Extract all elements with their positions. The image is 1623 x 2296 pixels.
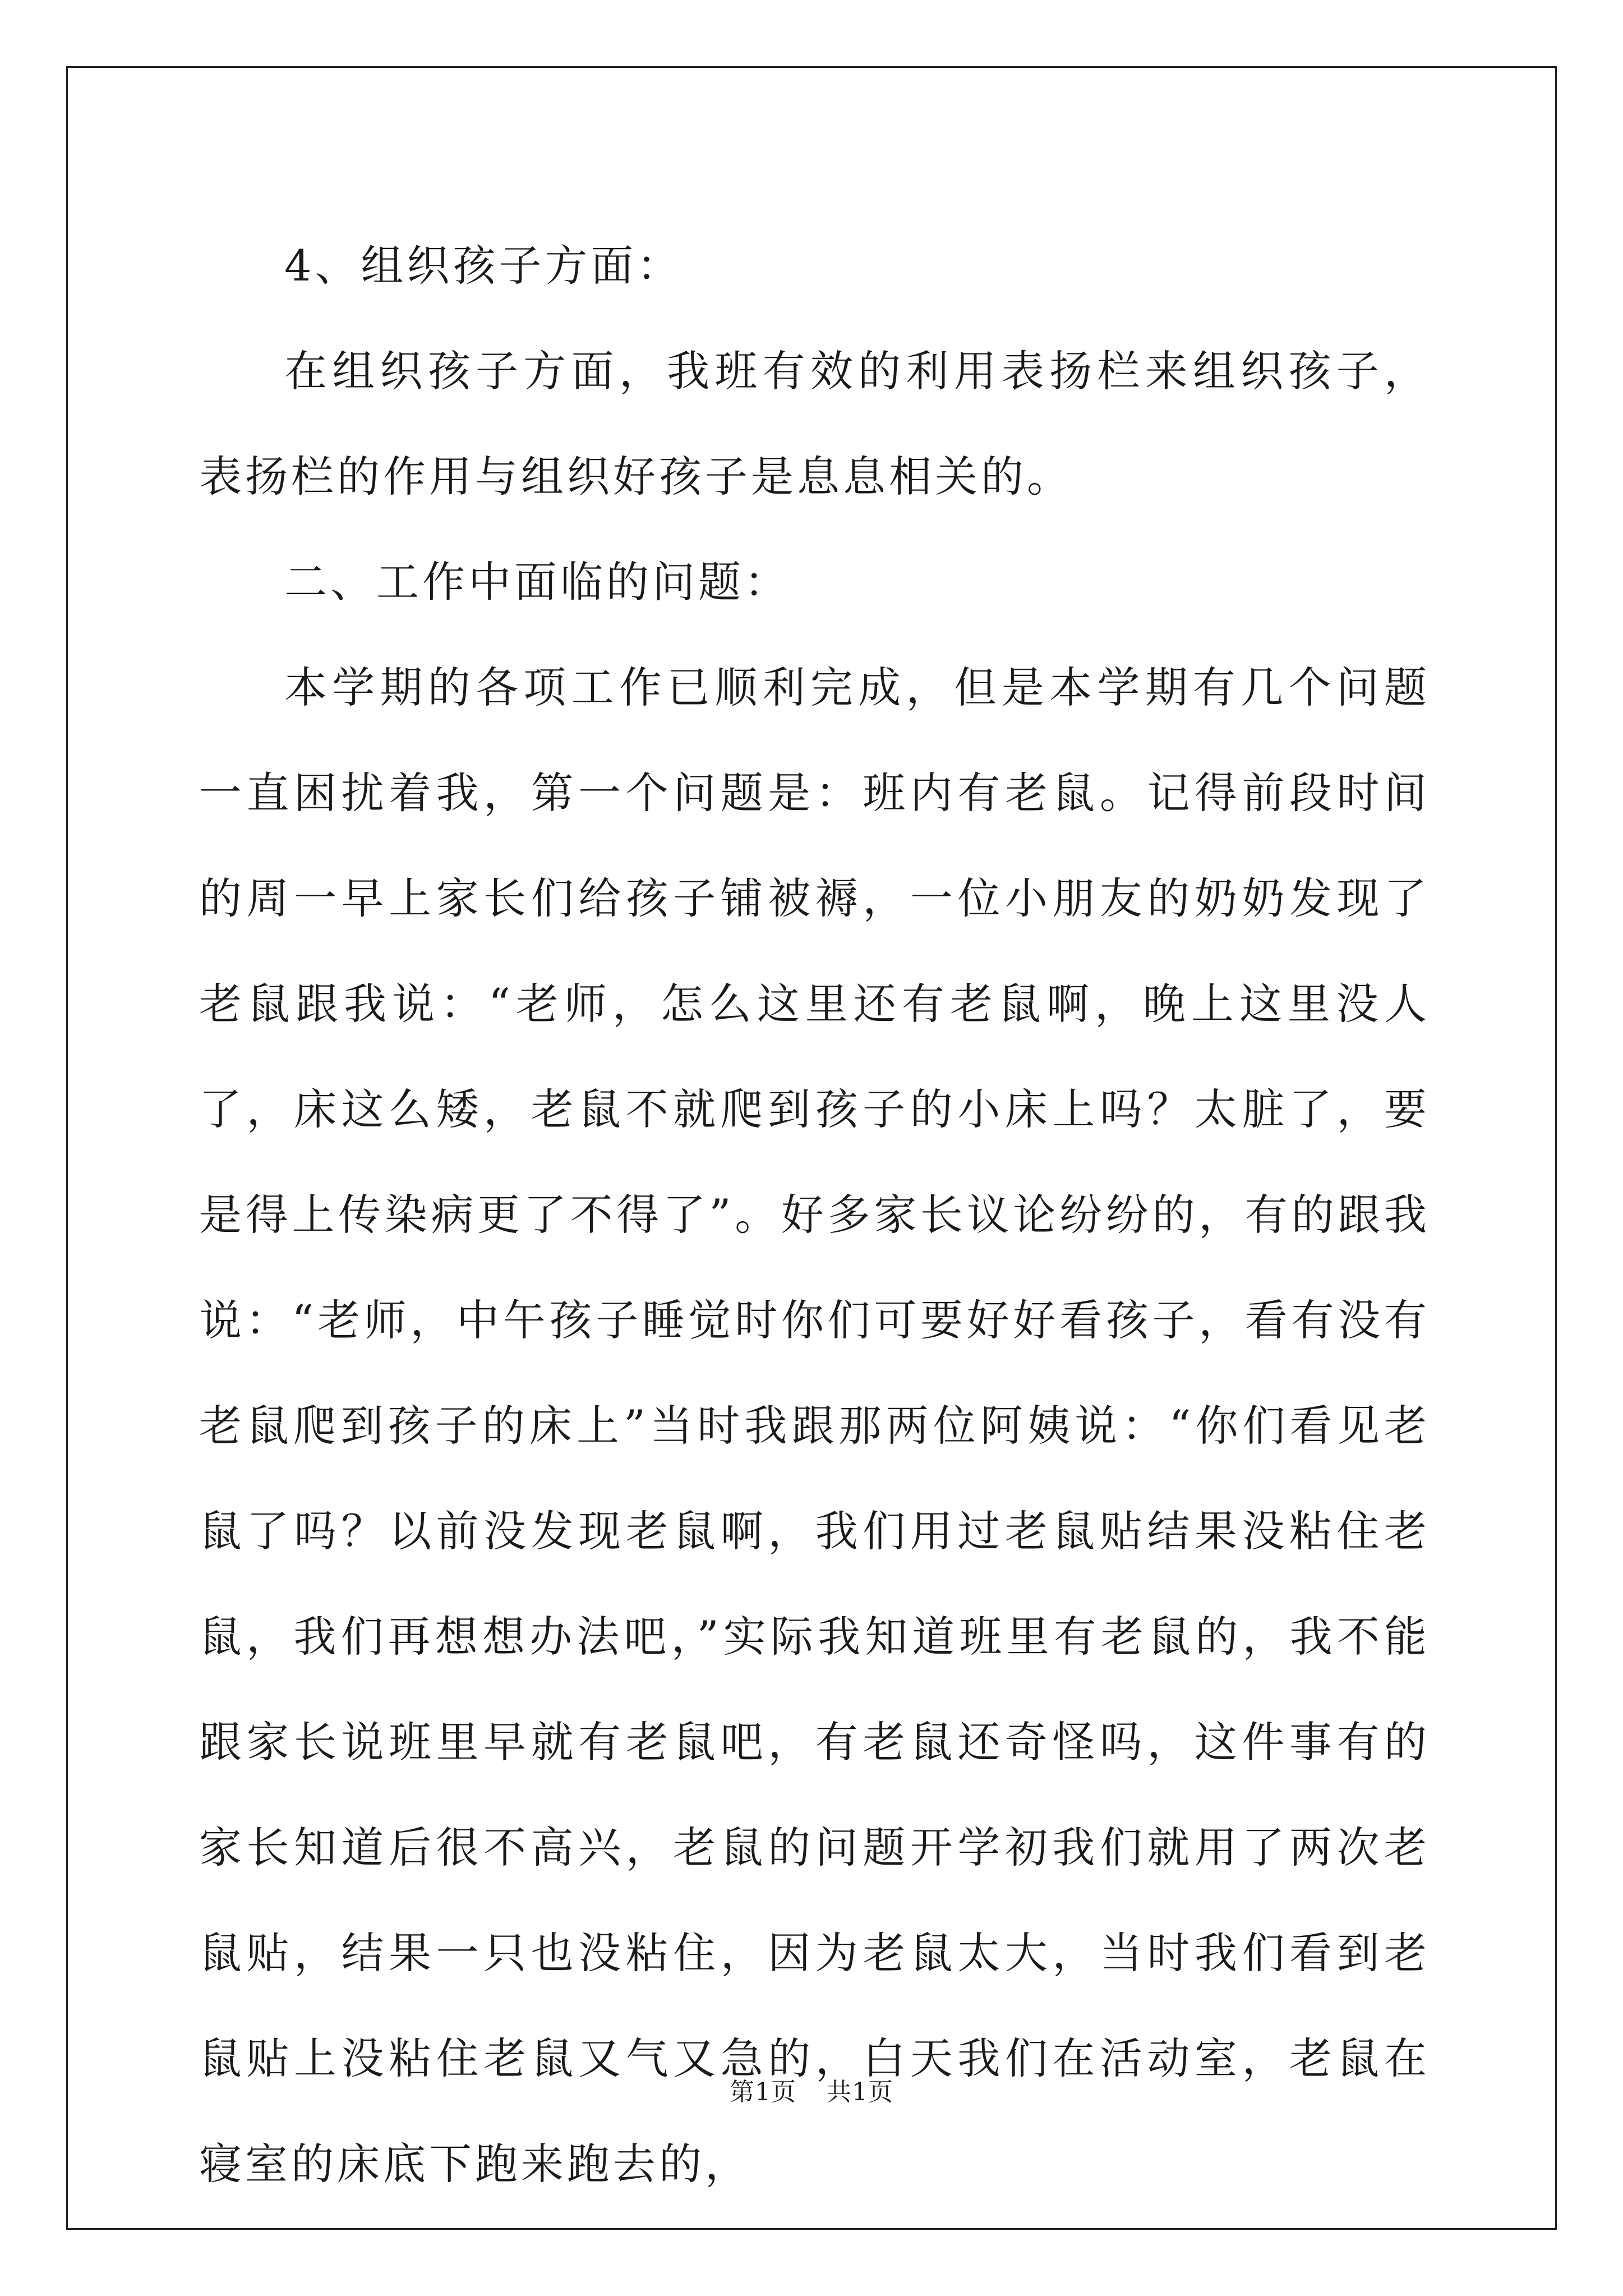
page-number-total: 共1页 [827, 2078, 893, 2106]
page-footer [0, 2076, 1623, 2109]
paragraph-praise-board: 在组织孩子方面，我班有效的利用表扬栏来组织孩子，表扬栏的作用与组织好孩子是息息相关的。 [199, 346, 1430, 501]
page-number-current: 第1页 [730, 2078, 796, 2106]
section-heading-organize-children: 4、组织孩子方面： [284, 241, 683, 291]
paragraph-mouse-problem: 本学期的各项工作已顺利完成，但是本学期有几个问题一直困扰着我，第一个问题是：班内有老鼠。记得前段时间的周一早上家长们给孩子铺被褥，一位小朋友的奶奶发现了老鼠跟我说：“老师，怎么这里还有老鼠啊，晚上这里没人了，床这么矮，老鼠不就爬到孩子的小床上吗？太脏了，要是得上传染病更了不得了”。好多家长议论纷纷的，有的跟我说：“老师，中午孩子睡觉时你们可要好好看孩子，看有没有老鼠爬到孩子的床上”当时我跟那两位阿姨说：“你们看见老鼠了吗？以前没发现老鼠啊，我们用过老鼠贴结果没粘住老鼠，我们再想想办法吧，”实际我知道班里有老鼠的，我不能跟家长说班里早就有老鼠吧，有老鼠还奇怪吗，这件事有的家长知道后很不高兴，老鼠的问题开学初我们就用了两次老鼠贴，结果一只也没粘住，因为老鼠太大，当时我们看到老鼠贴上没粘住老鼠又气又急的，白天我们在活动室，老鼠在寝室的床底下跑来跑去的， [199, 662, 1430, 2189]
document-body [199, 213, 1430, 2217]
section-heading-problems: 二、工作中面临的问题： [284, 557, 790, 607]
